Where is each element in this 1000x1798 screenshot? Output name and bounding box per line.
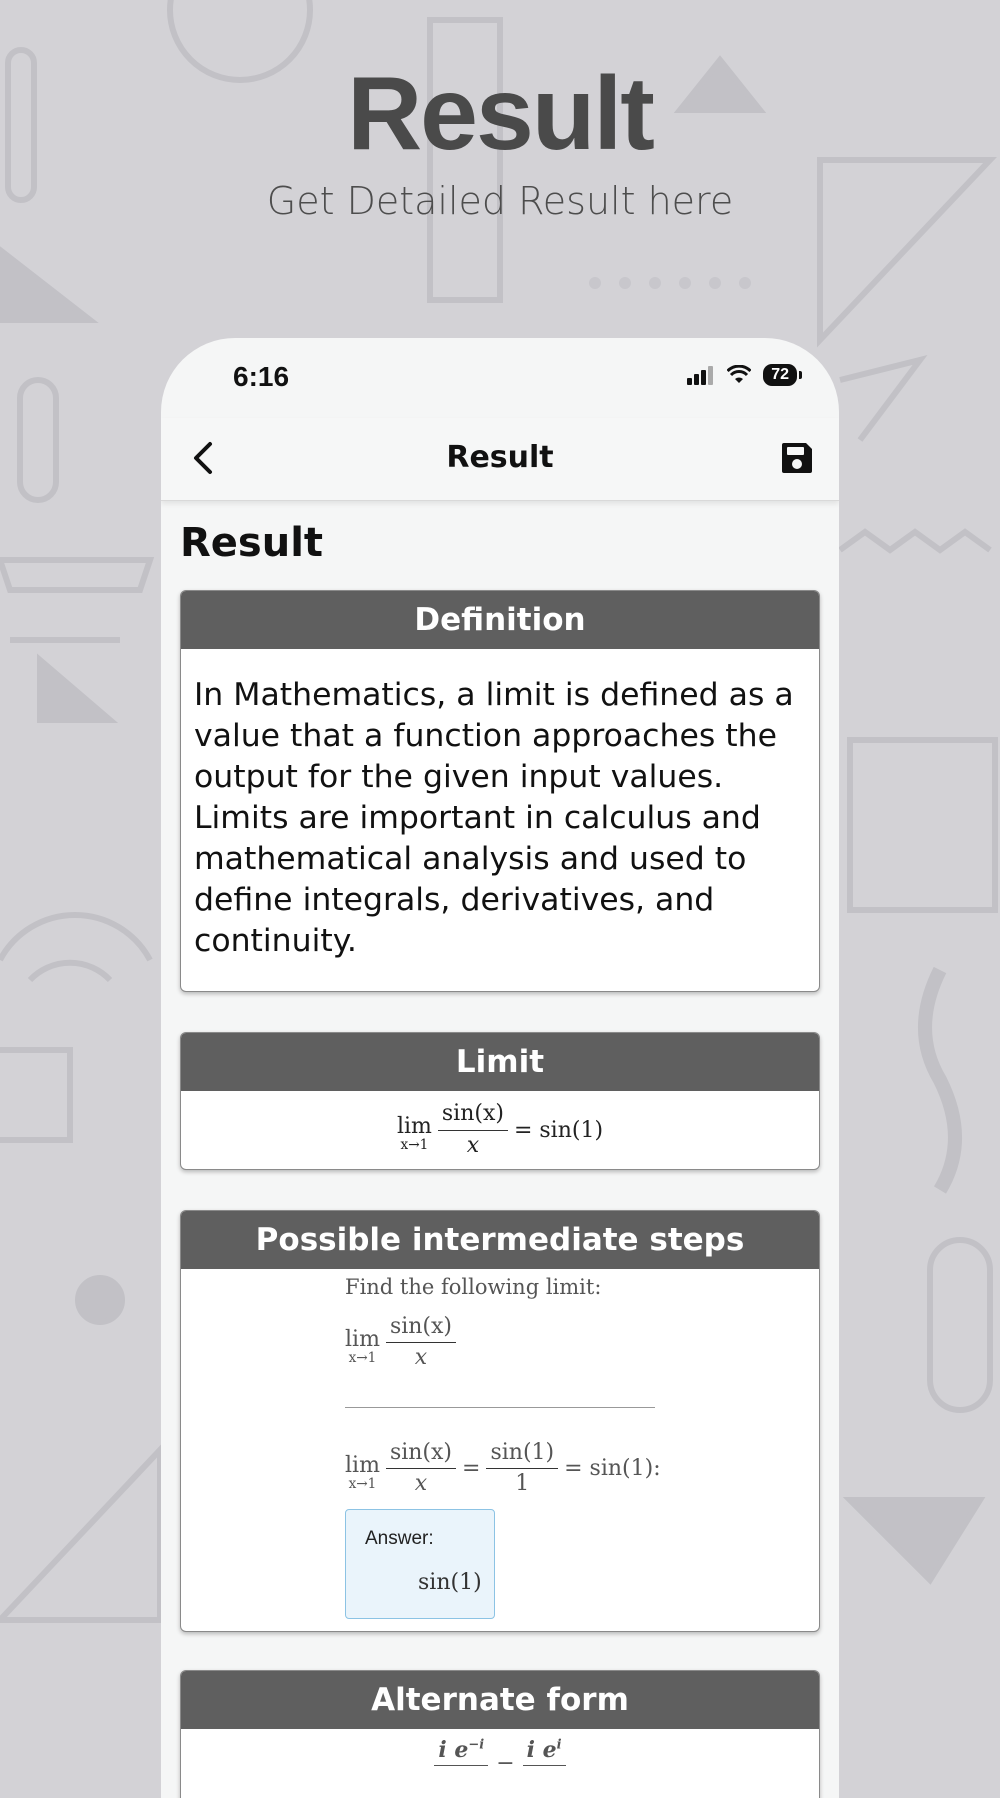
status-time: 6:16 <box>233 361 290 392</box>
definition-card <box>180 590 820 992</box>
steps-limit-2: lim x→1 $\frac{\sin(x)}{x}$ = $\frac{\sin(1)}{1}$ = sin(1): <box>345 1440 661 1497</box>
limit-fraction <box>438 1102 508 1157</box>
steps-divider <box>345 1407 655 1408</box>
battery-icon: 72 <box>763 364 797 386</box>
signal-icon <box>687 365 715 385</box>
navigation-bar <box>161 418 839 501</box>
steps-card-header: Possible intermediate steps <box>181 1211 819 1269</box>
definition-text: In Mathematics, a limit is defined as a value that a function approaches the output for the given input values. Limits are important in calculus and mathematical analysis and used to define integrals, derivatives, and continuity. <box>194 677 794 959</box>
promo-subtitle: Get Detailed Result here <box>266 179 734 223</box>
wifi-icon <box>727 365 751 385</box>
limit-denominator: x <box>466 1132 480 1158</box>
limit-subscript: x→1 <box>400 1136 429 1153</box>
answer-value: sin(1) <box>418 1570 482 1595</box>
alternate-card-header: Alternate form <box>181 1671 819 1729</box>
alternate-expression: i $e^{-i}$ − i $e^i$ <box>181 1729 819 1776</box>
definition-card-header: Definition <box>181 591 819 649</box>
steps-body <box>181 1269 819 1631</box>
steps-intro: Find the following limit: <box>345 1275 602 1299</box>
phone-screen <box>161 338 839 1798</box>
promo-title: Result <box>347 56 653 172</box>
answer-label: Answer: <box>365 1528 434 1549</box>
steps-limit-1: lim x→1 $\frac{\sin(x)}{x}$ <box>345 1315 462 1370</box>
limit-card-header: Limit <box>181 1033 819 1091</box>
intermediate-steps-card <box>180 1210 820 1632</box>
answer-box <box>345 1509 495 1619</box>
save-button[interactable] <box>777 438 817 478</box>
limit-expression <box>181 1091 819 1169</box>
alternate-form-card <box>180 1670 820 1798</box>
page-heading: Result <box>180 520 324 566</box>
limit-numerator: sin(x) <box>438 1102 508 1130</box>
floppy-disk-icon <box>780 441 814 475</box>
nav-title: Result <box>446 440 554 475</box>
status-icons <box>687 364 797 386</box>
limit-result: = sin(1) <box>513 1117 604 1143</box>
steps-result: = sin(1): <box>564 1456 661 1482</box>
status-bar <box>161 338 839 418</box>
limit-operator: lim x→1 <box>396 1113 432 1153</box>
limit-card <box>180 1032 820 1170</box>
